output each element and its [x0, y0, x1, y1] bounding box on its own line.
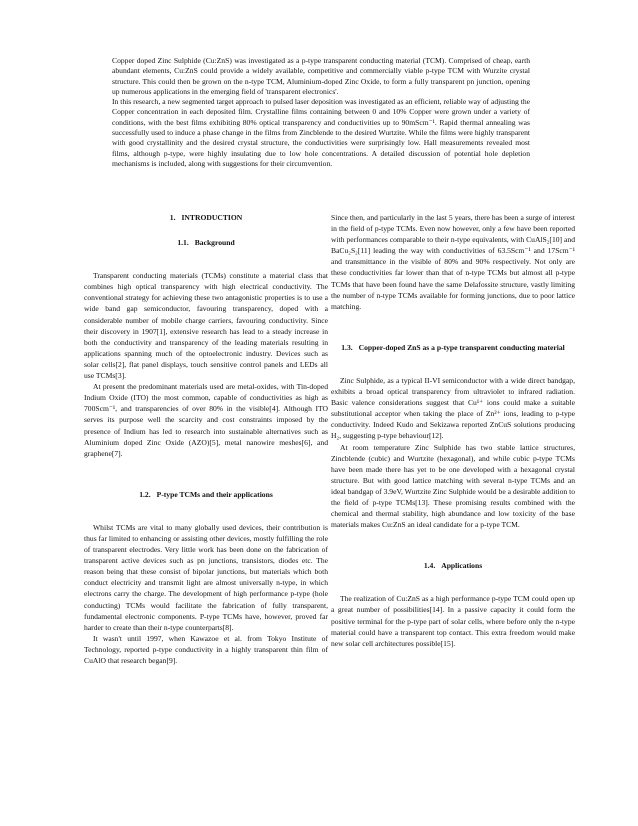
- paragraph: Since then, and particularly in the last 5 years, there has been a surge of interest in the field of p-type TCMs. Even now however, only a few have been reported with performances comparable to their n-type equivalents, with CuAlS₂[10] and BaCu₂S₂[11] leading the way with conductivities of 63.5Scm⁻¹ and 17Scm⁻¹ and transmittance in the visible of 80% and 90% respectively. Not only are these conductivities far lower than that of n-type TCMs but almost all p-type TCMs that have been found have the same Delafossite structure, vastly limiting the number of n-type TCMs available for forming junctions, due to poor lattice matching.: [331, 213, 575, 311]
- section-1-heading: [84, 212, 328, 223]
- subsection-title: Applications: [441, 561, 483, 571]
- left-column: [84, 212, 328, 666]
- section-1-3-heading: [331, 342, 575, 353]
- section-number: 1.: [169, 213, 176, 222]
- paragraph: Zinc Sulphide, as a typical II-VI semiconductor with a wide direct bandgap, exhibits a broad optical transparency from ultraviolet to infrared radiation. Basic valence considerations suggest that Cu¹⁺ ions could make a suitable substitutional acceptor when taking the place of Zn²⁺ ions, leading to p-type conductivity. Indeed Kudo and Sekizawa reported ZnCuS solutions producing H₂, suggesting p-type behaviour[12].: [331, 375, 575, 441]
- subsection-title: Copper-doped ZnS as a p-type transparent conducting material: [358, 342, 565, 352]
- section-1-4-heading: [331, 560, 575, 571]
- paragraph: Whilst TCMs are vital to many globally used devices, their contribution is thus far limited to enhancing or assisting other devices, mostly fulfilling the role of transparent electrodes. Very little work has been done on the fabrication of transparent active devices such as pn junctions, transistors, diodes etc. The reason being that these consist of bipolar junctions, but materials which both conduct electricity and transmit light are almost universally n-type, in which electrons carry the charge. The development of high performance p-type (hole conducting) TCMs would facilitate the fabrication of fully transparent, fundamental electronic components. P-type TCMs have, however, proved far harder to create than their n-type counterparts[8].: [84, 522, 329, 632]
- paragraph: The realization of Cu:ZnS as a high performance p-type TCM could open up a great number of possibilities[14]. In a passive capacity it could form the positive terminal for the p-type part of solar cells, where before only the n-type material could have a transparent top contact. This extra freedom would make new solar cell architectures possible[15].: [331, 594, 575, 648]
- paragraph: At present the predominant materials used are metal-oxides, with Tin-doped Indium Oxide (ITO) the most common, capable of conductivities as high as 700Scm⁻¹, and transparencies of over 80% in the visible[4]. Although ITO serves its purpose well the scarcity and cost constraints imposed by the presence of Indium has led to research into sustainable alternatives such as Aluminium doped Zinc Oxide (AZO)[5], metal nanowire meshes[6], and graphene[7].: [84, 382, 328, 458]
- subsection-number: 1.1.: [177, 238, 189, 248]
- section-title: INTRODUCTION: [181, 213, 243, 222]
- subsection-title: Background: [194, 238, 235, 248]
- subsection-number: 1.4.: [423, 561, 436, 571]
- section-1-1-heading: [84, 237, 328, 248]
- section-1-2-heading: [84, 489, 328, 500]
- abstract: [112, 56, 530, 169]
- right-column: [331, 212, 575, 649]
- subsection-number: 1.2.: [139, 489, 151, 499]
- paragraph: Transparent conducting materials (TCMs) constitute a material class that combines high optical transparency with high electrical conductivity. The conventional strategy for achieving these two antagonistic properties is to use a wide band gap semiconductor, favouring transparency, doped with a considerable number of mobile charge carriers, favouring conductivity. Since their discovery in 1907[1], extensive research has lead to a steady increase in both the conductivity and transparency of the leading materials resulting in applications spanning much of the optoelectronic industry. Devices such as solar cells[2], flat panel displays, touch sensitive control panels and LEDs all use TCMs[3].: [84, 271, 328, 381]
- subsection-number: 1.3.: [341, 342, 353, 352]
- abstract-paragraph-2: In this research, a new segmented target approach to pulsed laser deposition was investigated as an efficient, reliable way of adjusting the Copper concentration in each deposited film. Crystalline films containing between 0 and 10% Copper were grown under a variety of conditions, with the best films exhibiting 80% optical transparency and conductivities up to 90mScm⁻¹. Rapid thermal annealing was successfully used to induce a phase change in the films from Zincblende to the desired Wurtzite. While the films were highly transparent with good crystallinity and the desired crystal structure, the conductivities were surprisingly low. Hall measurements revealed most films, although p-type, were highly insulating due to low hole concentrations. A detailed discussion of potential hole depletion mechanisms is included, along with suggestions for their circumvention.: [112, 97, 530, 168]
- paragraph: At room temperature Zinc Sulphide has two stable lattice structures, Zincblende (cubic) and Wurtzite (hexagonal), and while cubic p-type TCMs have been made there has yet to be one developed with a hexagonal crystal structure. But with good lattice matching with several n-type TCMs and an ideal bandgap of 3.9eV, Wurtzite Zinc Sulphide would be a desirable addition to the field of p-type TCMs[13]. These promising results combined with the chemical and thermal stability, high abundance and low toxicity of the base materials makes Cu:ZnS an ideal candidate for a p-type TCM.: [331, 442, 575, 530]
- abstract-paragraph-1: Copper doped Zinc Sulphide (Cu:ZnS) was investigated as a p-type transparent conducting material (TCM). Comprised of cheap, earth abundant elements, Cu:ZnS could provide a widely available, competitive and commercially viable p-type TCM with Wurzite crystal structure. This could then be grown on the n-type TCM, Aluminium-doped Zinc Oxide, to form a fully transparent pn junction, opening up numerous applications in the emerging field of 'transparent electronics'.: [112, 56, 530, 96]
- subsection-title: P-type TCMs and their applications: [156, 489, 273, 499]
- paragraph: It wasn't until 1997, when Kawazoe et al. from Tokyo Institute of Technology, reported p-type conductivity in a highly transparent thin film of CuAlO that research began[9].: [84, 633, 328, 665]
